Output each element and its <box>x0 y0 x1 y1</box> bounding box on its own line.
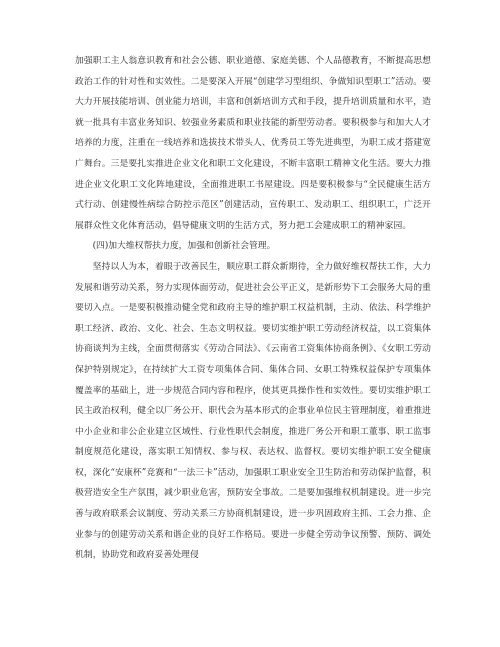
body-paragraph: 加强职工主人翁意识教育和社会公德、职业道德、家庭美德、个人品德教育，不断提高思想政治工作的针对性和实效性。二是要深入开展“创建学习型组织、争做知识型职工”活动。要大力开展技能培训、创业能力培训，丰富和创新培训方式和手段，提升培训质量和水平，造就一批具有丰富业务知识、较强业务素质和职业技能的新型劳动者。要积极参与和加大人才培养的力度，注重在一线培养和选拔技术带头人、优秀员工等先进典型，为职工成才搭建宽广舞台。三是要扎实推进企业文化和职工文化建设，不断丰富职工精神文化生活。要大力推进企业文化职工文化阵地建设，全面推进职工书屋建设。四是要积极参与“全民健康生活方式行动、创建慢性病综合防控示范区”创建活动，宣传职工、发动职工、组织职工，广泛开展群众性文化体育活动，倡导健康文明的生活方式，努力把工会建成职工的精神家园。 <box>75 56 431 231</box>
body-paragraph: 坚持以人为本，着眼于改善民生，顺应职工群众新期待，全力做好维权帮扶工作，大力发展和谐劳动关系，努力实现体面劳动，促进社会公平正义，是新形势下工会服务大局的重要切入点。一是要积极推动健全党和政府主导的维护职工权益机制，主动、依法、科学维护职工经济、政治、文化、社会、生态文明权益。要切实维护职工劳动经济权益，以工资集体协商谈判为主线，全面贯彻落实《劳动合同法》、《云南省工资集体协商条例》、《女职工劳动保护特别规定》，在持续扩大工资专项集体合同、集体合同、女职工特殊权益保护专项集体覆盖率的基础上，进一步规范合同内容和程序，使其更具操作性和实效性。要切实维护职工民主政治权利，健全以厂务公开、职代会为基本形式的企事业单位民主管理制度，着重推进中小企业和非公企业建立区域性、行业性职代会制度，推进厂务公开和职工董事、职工监事制度规范化建设，落实职工知情权、参与权、表达权、监督权。要切实维护职工安全健康权，深化“安康杯”竞赛和“一法三卡”活动，加强职工职业安全卫生防治和劳动保护监督，积极营造安全生产氛围，减少职业危害，预防安全事故。二是要加强维权机制建设。进一步完善与政府联系会议制度、劳动关系三方协商机制建设，进一步巩固政府主抓、工会力推、企业参与的创建劳动关系和谐企业的良好工作格局。要进一步健全劳动争议预警、预防、调处机制，协助党和政府妥善处理侵 <box>75 261 431 561</box>
section-heading: (四)加大维权帮扶力度，加强和创新社会管理。 <box>92 241 276 252</box>
document-body <box>75 51 431 566</box>
